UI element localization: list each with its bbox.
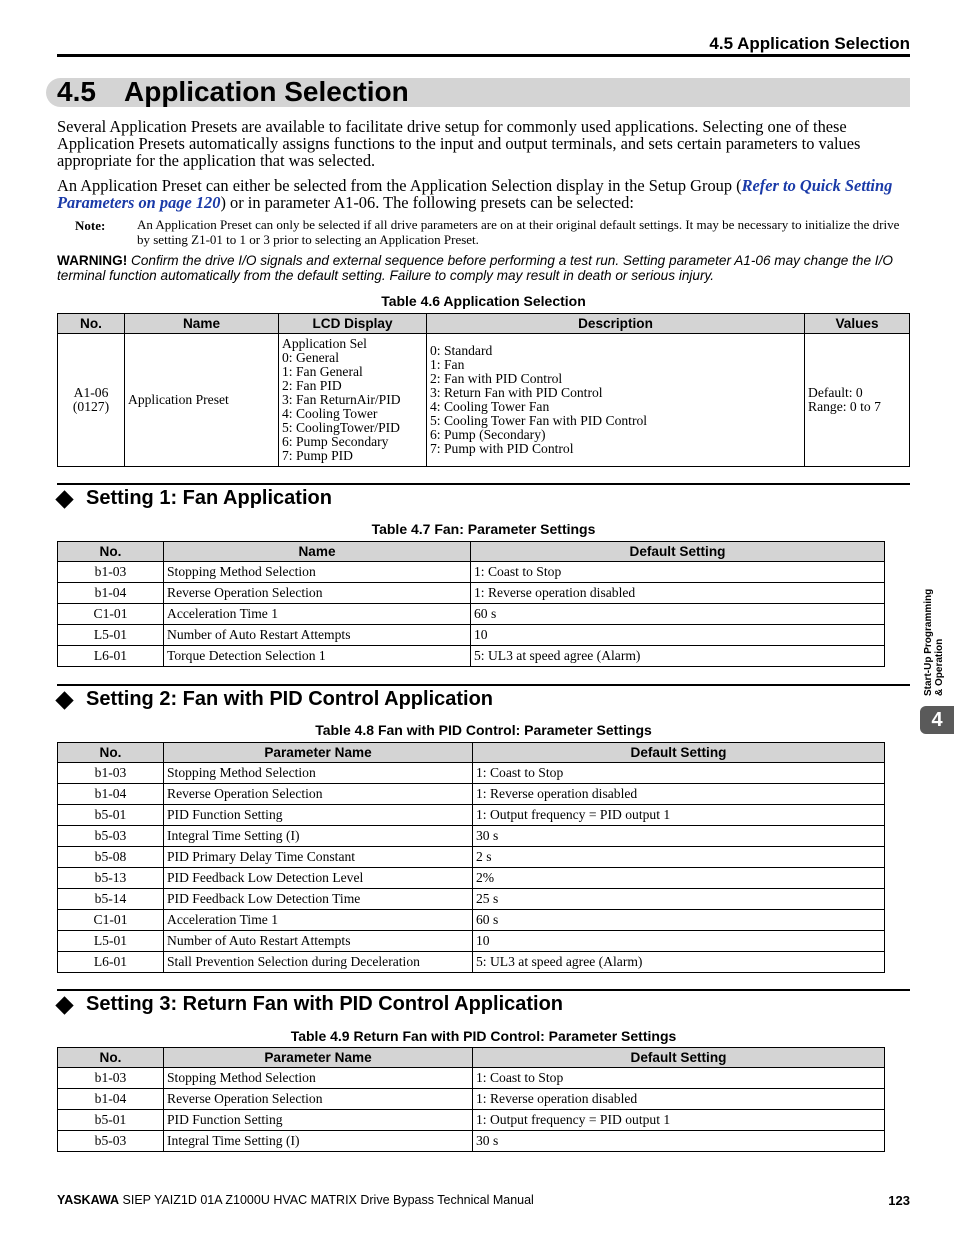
table-row [58, 1110, 885, 1131]
col-header-parameter-name: Parameter Name [164, 743, 473, 763]
intro-paragraph-1: Several Application Presets are available to facilitate drive setup for commonly used applications. Selecting one of these Application Presets automatically assigns functions to the input and output terminals, and sets certain parameters to values appropriate for the application that was selected. [57, 117, 861, 170]
default-value: Default: 0 [808, 385, 863, 400]
cell-parameter-name: Stall Prevention Selection during Deceleration [164, 952, 473, 973]
description-line: 3: Return Fan with PID Control [430, 385, 603, 400]
col-header-parameter-name: Parameter Name [164, 1048, 473, 1068]
cell-parameter-name: PID Function Setting [164, 805, 473, 826]
table-row [58, 334, 910, 467]
table-row [58, 805, 885, 826]
cell-parameter-no: b5-03 [58, 826, 164, 847]
cell-parameter-no: b1-04 [58, 784, 164, 805]
intro-paragraph-2 [57, 177, 910, 211]
table-row [58, 763, 885, 784]
side-label-line-1: Start-Up Programming [923, 588, 934, 696]
note-text: An Application Preset can only be selected if all drive parameters are on at their original default settings. It may be necessary to initialize the drive by setting Z1-01 to 1 or 3 prior to selecting an Application Preset. [137, 217, 900, 247]
warning-text: Confirm the drive I/O signals and external sequence before performing a test run. Setting parameter A1-06 may change the I/O terminal function automatically from the default setting. Failure to comply may result in death or serious injury. [57, 253, 893, 283]
cell-default-setting: 30 s [473, 826, 885, 847]
table-row [58, 583, 885, 604]
table-header-row [58, 1048, 885, 1068]
cell-default-setting: 1: Coast to Stop [473, 763, 885, 784]
cell-default-setting: 1: Reverse operation disabled [473, 784, 885, 805]
cell-parameter-no: L5-01 [58, 931, 164, 952]
cell-parameter-name: Acceleration Time 1 [164, 910, 473, 931]
cell-default-setting: 30 s [473, 1131, 885, 1152]
cell-parameter-name: PID Function Setting [164, 1110, 473, 1131]
description-line: 1: Fan [430, 357, 465, 372]
cell-parameter-no: C1-01 [58, 910, 164, 931]
table-row [58, 1089, 885, 1110]
cell-default-setting: 1: Output frequency = PID output 1 [473, 1110, 885, 1131]
lcd-line: 0: General [282, 350, 339, 365]
cell-parameter-name: Number of Auto Restart Attempts [164, 625, 471, 646]
cell-parameter-no: b1-04 [58, 583, 164, 604]
lcd-line: 1: Fan General [282, 364, 363, 379]
description-line: 2: Fan with PID Control [430, 371, 563, 386]
application-selection-table [57, 313, 910, 467]
return-fan-pid-parameter-table [57, 1047, 885, 1152]
cell-parameter-no: b5-14 [58, 889, 164, 910]
fan-parameter-table [57, 541, 885, 667]
col-header-values: Values [805, 314, 910, 334]
setting-3-rule [57, 989, 910, 991]
table-row [58, 625, 885, 646]
cell-parameter-name: Application Preset [125, 334, 279, 467]
table-4-9-caption: Table 4.9 Return Fan with PID Control: Parameter Settings [290, 1028, 677, 1044]
col-header-name: Name [164, 542, 471, 562]
setting-2-rule [57, 684, 910, 686]
footer-text [57, 1193, 534, 1207]
cell-parameter-no: b5-01 [58, 1110, 164, 1131]
setting-2-heading: Setting 2: Fan with PID Control Application [86, 688, 494, 710]
section-title: Application Selection [124, 76, 409, 107]
cell-parameter-no: b1-03 [58, 763, 164, 784]
cell-default-setting: 25 s [473, 889, 885, 910]
cell-parameter-no [58, 334, 125, 467]
col-header-no: No. [58, 314, 125, 334]
cell-values [805, 334, 910, 467]
table-row [58, 784, 885, 805]
cell-default-setting: 1: Reverse operation disabled [471, 583, 885, 604]
cell-parameter-name: PID Feedback Low Detection Level [164, 868, 473, 889]
cell-parameter-name: Acceleration Time 1 [164, 604, 471, 625]
table-row [58, 889, 885, 910]
cell-description [427, 334, 805, 467]
cell-default-setting: 2 s [473, 847, 885, 868]
intro-text-before: An Application Preset can either be selected from the Application Selection display in the Setup Group ( [57, 176, 742, 195]
table-row [58, 646, 885, 667]
cell-parameter-name: Integral Time Setting (I) [164, 826, 473, 847]
col-header-name: Name [125, 314, 279, 334]
side-label-line-2: & Operation [934, 638, 945, 696]
setting-1-rule [57, 483, 910, 485]
setting-3-heading: Setting 3: Return Fan with PID Control Application [86, 993, 564, 1015]
cell-parameter-no: b5-08 [58, 847, 164, 868]
cell-default-setting: 10 [471, 625, 885, 646]
table-4-6-caption: Table 4.6 Application Selection [381, 293, 586, 309]
table-row [58, 562, 885, 583]
chapter-side-label [923, 568, 945, 696]
fan-pid-parameter-table [57, 742, 885, 973]
table-header-row [58, 314, 910, 334]
description-line: 5: Cooling Tower Fan with PID Control [430, 413, 648, 428]
cell-parameter-name: Reverse Operation Selection [164, 784, 473, 805]
cell-parameter-no: b5-03 [58, 1131, 164, 1152]
table-row [58, 868, 885, 889]
table-row [58, 952, 885, 973]
quick-setting-link[interactable]: Refer to Quick Setting Parameters on page 120 [57, 176, 893, 212]
description-line: 7: Pump with PID Control [430, 441, 574, 456]
cell-parameter-name: Integral Time Setting (I) [164, 1131, 473, 1152]
cell-parameter-name: Torque Detection Selection 1 [164, 646, 471, 667]
lcd-line: 3: Fan ReturnAir/PID [282, 392, 401, 407]
table-header-row [58, 542, 885, 562]
diamond-bullet-icon [55, 691, 73, 709]
table-header-row [58, 743, 885, 763]
col-header-no: No. [58, 1048, 164, 1068]
description-line: 6: Pump (Secondary) [430, 427, 546, 442]
cell-parameter-name: Reverse Operation Selection [164, 583, 471, 604]
cell-default-setting: 10 [473, 931, 885, 952]
table-4-8-caption: Table 4.8 Fan with PID Control: Parameter Settings [315, 722, 652, 738]
lcd-line: 6: Pump Secondary [282, 434, 389, 449]
cell-parameter-no: L6-01 [58, 952, 164, 973]
cell-default-setting: 60 s [473, 910, 885, 931]
col-header-default-setting: Default Setting [473, 1048, 885, 1068]
chapter-tab[interactable]: 4 [920, 706, 954, 734]
cell-parameter-name: Stopping Method Selection [164, 562, 471, 583]
warning-block [57, 254, 910, 283]
cell-parameter-name: Number of Auto Restart Attempts [164, 931, 473, 952]
lcd-line: 5: CoolingTower/PID [282, 420, 400, 435]
col-header-no: No. [58, 542, 164, 562]
lcd-line: 2: Fan PID [282, 378, 342, 393]
parameter-no: A1-06 [73, 385, 109, 400]
col-header-no: No. [58, 743, 164, 763]
cell-default-setting: 5: UL3 at speed agree (Alarm) [471, 646, 885, 667]
cell-parameter-name: PID Primary Delay Time Constant [164, 847, 473, 868]
cell-default-setting: 1: Reverse operation disabled [473, 1089, 885, 1110]
cell-default-setting: 1: Coast to Stop [471, 562, 885, 583]
note-label: Note: [75, 218, 106, 233]
footer-manual-title: SIEP YAIZ1D 01A Z1000U HVAC MATRIX Drive Bypass Technical Manual [119, 1193, 534, 1207]
warning-label: WARNING! [57, 253, 128, 268]
lcd-line: Application Sel [282, 336, 367, 351]
intro-text-after: ) or in parameter A1-06. The following presets can be selected: [220, 193, 634, 212]
table-row [58, 931, 885, 952]
value-range: Range: 0 to 7 [808, 399, 881, 414]
col-header-description: Description [427, 314, 805, 334]
cell-parameter-name: Stopping Method Selection [164, 763, 473, 784]
cell-default-setting: 60 s [471, 604, 885, 625]
setting-1-heading: Setting 1: Fan Application [86, 487, 332, 509]
table-4-7-caption: Table 4.7 Fan: Parameter Settings [371, 521, 596, 537]
cell-parameter-name: Reverse Operation Selection [164, 1089, 473, 1110]
description-line: 0: Standard [430, 343, 493, 358]
footer-brand: YASKAWA [57, 1193, 120, 1207]
parameter-address: (0127) [72, 399, 110, 414]
cell-default-setting: 5: UL3 at speed agree (Alarm) [473, 952, 885, 973]
cell-parameter-name: Stopping Method Selection [164, 1068, 473, 1089]
cell-lcd-display [279, 334, 427, 467]
table-row [58, 847, 885, 868]
table-row [58, 604, 885, 625]
cell-parameter-no: b1-03 [58, 1068, 164, 1089]
cell-parameter-no: b1-03 [58, 562, 164, 583]
col-header-lcd-display: LCD Display [279, 314, 427, 334]
cell-parameter-no: L5-01 [58, 625, 164, 646]
diamond-bullet-icon [55, 490, 73, 508]
diamond-bullet-icon [55, 996, 73, 1014]
header-rule [57, 54, 910, 57]
cell-parameter-no: C1-01 [58, 604, 164, 625]
cell-parameter-no: b5-01 [58, 805, 164, 826]
table-row [58, 826, 885, 847]
table-row [58, 1068, 885, 1089]
page-number: 123 [888, 1193, 910, 1208]
cell-parameter-no: b1-04 [58, 1089, 164, 1110]
running-header-title: 4.5 Application Selection [709, 34, 910, 53]
col-header-default-setting: Default Setting [471, 542, 885, 562]
col-header-default-setting: Default Setting [473, 743, 885, 763]
table-row [58, 1131, 885, 1152]
lcd-line: 4: Cooling Tower [282, 406, 378, 421]
table-row [58, 910, 885, 931]
lcd-line: 7: Pump PID [282, 448, 354, 463]
cell-default-setting: 2% [473, 868, 885, 889]
cell-default-setting: 1: Output frequency = PID output 1 [473, 805, 885, 826]
cell-default-setting: 1: Coast to Stop [473, 1068, 885, 1089]
cell-parameter-name: PID Feedback Low Detection Time [164, 889, 473, 910]
cell-parameter-no: b5-13 [58, 868, 164, 889]
description-line: 4: Cooling Tower Fan [430, 399, 550, 414]
cell-parameter-no: L6-01 [58, 646, 164, 667]
section-number: 4.5 [57, 76, 96, 107]
